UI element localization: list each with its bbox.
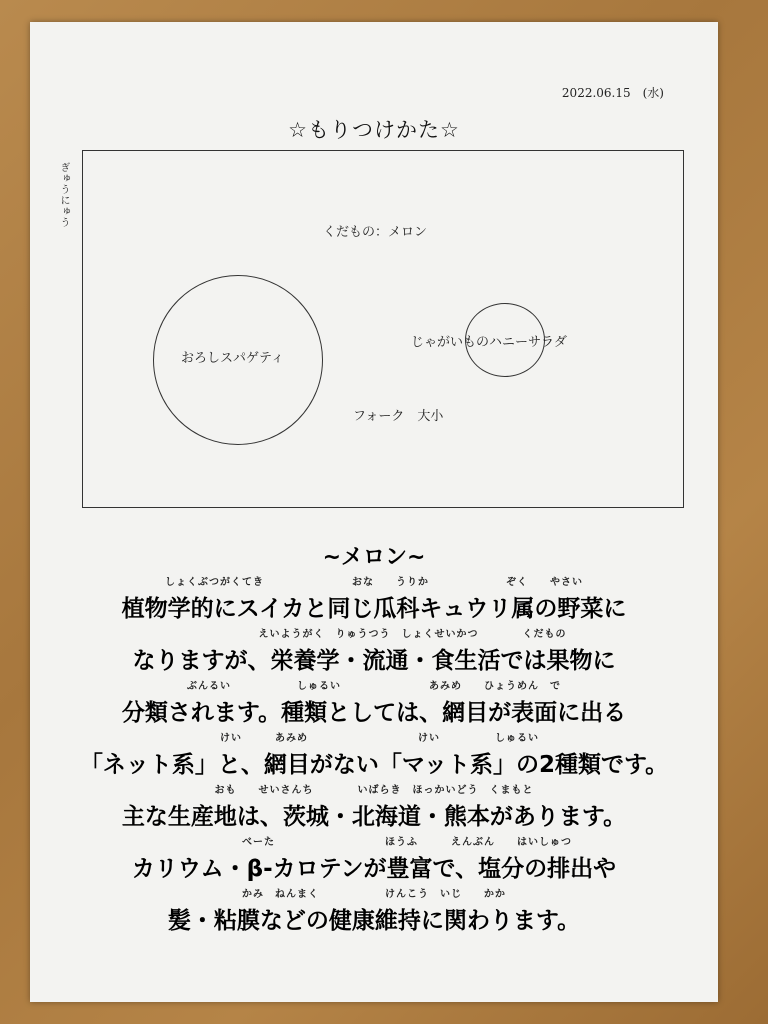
- furigana: べーた ほうふ えんぶん はいしゅつ: [176, 837, 572, 848]
- line-text: 主な生産地は、茨城・北海道・熊本があります。: [121, 804, 627, 830]
- text-line: [30, 834, 718, 886]
- section-heading: ~メロン~: [322, 545, 426, 570]
- furigana: おも せいさんち いばらき ほっかいどう くまもと: [214, 785, 534, 796]
- line-text: 植物学的にスイカと同じ瓜科キュウリ属の野菜に: [121, 596, 627, 622]
- fork-label: フォーク 大小: [353, 409, 444, 424]
- salad-label: じゃがいものハニーサラダ: [411, 335, 567, 350]
- furigana: ぶんるい しゅるい あみめ ひょうめん で: [187, 681, 561, 692]
- furigana: しょくぶつがくてき おな うりか ぞく やさい: [165, 577, 583, 588]
- melon-description: [30, 574, 718, 938]
- milk-label: ぎゅうにゅう: [58, 162, 69, 228]
- text-line: [30, 730, 718, 782]
- tray-diagram: [82, 150, 684, 508]
- line-text: カリウム・β-カロテンが豊富で、塩分の排出や: [131, 856, 617, 882]
- text-line: [30, 782, 718, 834]
- line-text: 髪・粘膜などの健康維持に関わります。: [167, 908, 581, 934]
- line-text: なりますが、栄養学・流通・食生活では果物に: [132, 648, 616, 674]
- text-line: [30, 678, 718, 730]
- page-title: ☆もりつけかた☆: [288, 118, 460, 142]
- furigana: かみ ねんまく けんこう いじ かか: [242, 889, 506, 900]
- line-text: 分類されます。種類としては、網目が表面に出る: [121, 700, 627, 726]
- text-line: [30, 574, 718, 626]
- furigana: えいようがく りゅうつう しょくせいかつ くだもの: [181, 629, 567, 640]
- pasta-label: おろしスパゲティ: [181, 351, 284, 366]
- paper-sheet: [30, 22, 718, 1002]
- furigana: けい あみめ けい しゅるい: [209, 733, 539, 744]
- date: 2022.06.15 (水): [561, 86, 664, 100]
- line-text: 「ネット系」と、網目がない「マット系」の2種類です。: [79, 752, 669, 778]
- text-line: [30, 626, 718, 678]
- text-line: [30, 886, 718, 938]
- fruit-label: くだもの：メロン: [323, 225, 428, 240]
